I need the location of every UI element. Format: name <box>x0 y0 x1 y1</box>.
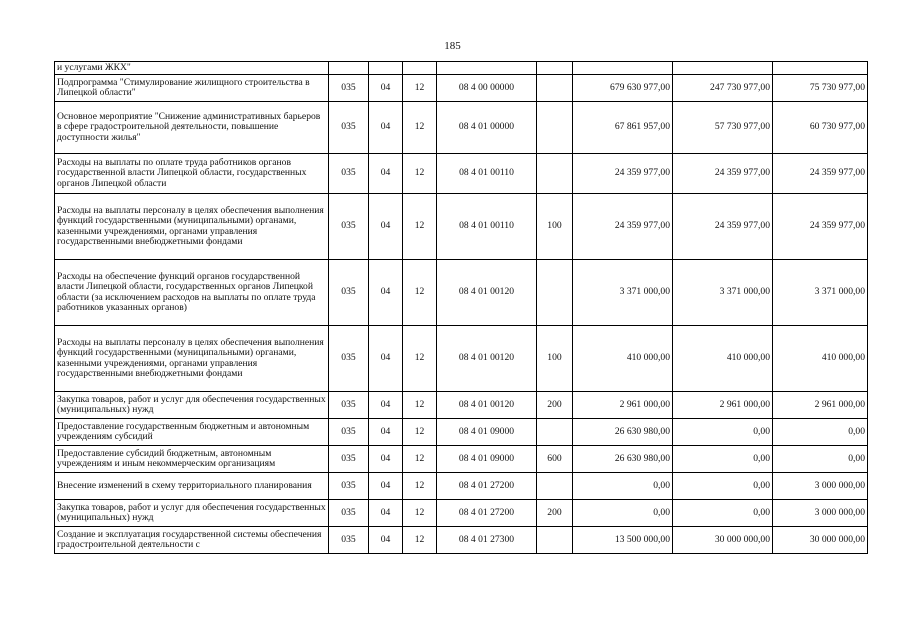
amount-year2-cell: 0,00 <box>673 446 773 473</box>
table-row <box>55 326 868 392</box>
subsection-cell <box>403 62 437 75</box>
expense-type-cell <box>537 419 573 446</box>
amount-year2-cell: 247 730 977,00 <box>673 75 773 102</box>
ministry-code-cell: 035 <box>329 419 369 446</box>
subsection-cell: 12 <box>403 446 437 473</box>
target-article-cell: 08 4 01 00000 <box>437 102 537 154</box>
amount-year2-cell: 410 000,00 <box>673 326 773 392</box>
budget-table <box>54 61 868 554</box>
amount-year1-cell: 2 961 000,00 <box>573 392 673 419</box>
table-row <box>55 75 868 102</box>
ministry-code-cell <box>329 62 369 75</box>
section-cell: 04 <box>369 154 403 194</box>
amount-year1-cell: 26 630 980,00 <box>573 419 673 446</box>
amount-year3-cell: 75 730 977,00 <box>773 75 868 102</box>
amount-year1-cell: 410 000,00 <box>573 326 673 392</box>
description-cell: Предоставление государственным бюджетным и автономным учреждениям субсидий <box>55 419 329 446</box>
target-article-cell: 08 4 01 00110 <box>437 154 537 194</box>
subsection-cell: 12 <box>403 500 437 527</box>
description-cell: и услугами ЖКХ" <box>55 62 329 75</box>
description-cell: Расходы на выплаты персоналу в целях обеспечения выполнения функций государственными (муниципальными) органами, казенными учреждениями, органами управления государственными внебюджетными фондами <box>55 326 329 392</box>
table-row <box>55 446 868 473</box>
target-article-cell: 08 4 01 00110 <box>437 194 537 260</box>
amount-year3-cell: 3 000 000,00 <box>773 500 868 527</box>
budget-table-body <box>55 62 868 554</box>
expense-type-cell: 100 <box>537 326 573 392</box>
ministry-code-cell: 035 <box>329 102 369 154</box>
expense-type-cell <box>537 75 573 102</box>
description-cell: Закупка товаров, работ и услуг для обеспечения государственных (муниципальных) нужд <box>55 500 329 527</box>
ministry-code-cell: 035 <box>329 473 369 500</box>
amount-year3-cell: 24 359 977,00 <box>773 154 868 194</box>
amount-year2-cell: 30 000 000,00 <box>673 527 773 554</box>
subsection-cell: 12 <box>403 527 437 554</box>
amount-year3-cell: 2 961 000,00 <box>773 392 868 419</box>
target-article-cell: 08 4 01 09000 <box>437 419 537 446</box>
amount-year1-cell <box>573 62 673 75</box>
target-article-cell: 08 4 00 00000 <box>437 75 537 102</box>
target-article-cell: 08 4 01 27200 <box>437 473 537 500</box>
subsection-cell: 12 <box>403 194 437 260</box>
amount-year2-cell: 2 961 000,00 <box>673 392 773 419</box>
amount-year3-cell: 0,00 <box>773 446 868 473</box>
ministry-code-cell: 035 <box>329 326 369 392</box>
section-cell: 04 <box>369 75 403 102</box>
expense-type-cell <box>537 62 573 75</box>
table-row <box>55 102 868 154</box>
ministry-code-cell: 035 <box>329 75 369 102</box>
target-article-cell: 08 4 01 00120 <box>437 260 537 326</box>
expense-type-cell: 200 <box>537 392 573 419</box>
subsection-cell: 12 <box>403 75 437 102</box>
amount-year2-cell: 3 371 000,00 <box>673 260 773 326</box>
section-cell: 04 <box>369 500 403 527</box>
page-number: 185 <box>444 40 461 52</box>
description-cell: Расходы на выплаты по оплате труда работников органов государственной власти Липецкой области, государственных органов Липецкой области <box>55 154 329 194</box>
amount-year3-cell: 24 359 977,00 <box>773 194 868 260</box>
amount-year1-cell: 24 359 977,00 <box>573 154 673 194</box>
table-row <box>55 62 868 75</box>
amount-year2-cell: 0,00 <box>673 419 773 446</box>
ministry-code-cell: 035 <box>329 527 369 554</box>
amount-year1-cell: 3 371 000,00 <box>573 260 673 326</box>
ministry-code-cell: 035 <box>329 194 369 260</box>
expense-type-cell <box>537 527 573 554</box>
section-cell: 04 <box>369 392 403 419</box>
amount-year1-cell: 0,00 <box>573 473 673 500</box>
expense-type-cell: 200 <box>537 500 573 527</box>
amount-year2-cell: 24 359 977,00 <box>673 154 773 194</box>
section-cell: 04 <box>369 419 403 446</box>
expense-type-cell <box>537 260 573 326</box>
amount-year1-cell: 13 500 000,00 <box>573 527 673 554</box>
description-cell: Расходы на выплаты персоналу в целях обеспечения выполнения функций государственными (муниципальными) органами, казенными учреждениями, органами управления государственными внебюджетными фондами <box>55 194 329 260</box>
amount-year1-cell: 679 630 977,00 <box>573 75 673 102</box>
ministry-code-cell: 035 <box>329 392 369 419</box>
amount-year1-cell: 0,00 <box>573 500 673 527</box>
section-cell: 04 <box>369 102 403 154</box>
ministry-code-cell: 035 <box>329 500 369 527</box>
table-row <box>55 260 868 326</box>
expense-type-cell <box>537 102 573 154</box>
description-cell: Подпрограмма "Стимулирование жилищного строительства в Липецкой области" <box>55 75 329 102</box>
amount-year3-cell: 3 371 000,00 <box>773 260 868 326</box>
ministry-code-cell: 035 <box>329 446 369 473</box>
description-cell: Закупка товаров, работ и услуг для обеспечения государственных (муниципальных) нужд <box>55 392 329 419</box>
ministry-code-cell: 035 <box>329 260 369 326</box>
amount-year1-cell: 26 630 980,00 <box>573 446 673 473</box>
section-cell <box>369 62 403 75</box>
expense-type-cell: 600 <box>537 446 573 473</box>
section-cell: 04 <box>369 473 403 500</box>
expense-type-cell <box>537 154 573 194</box>
table-row <box>55 419 868 446</box>
target-article-cell: 08 4 01 27300 <box>437 527 537 554</box>
subsection-cell: 12 <box>403 392 437 419</box>
subsection-cell: 12 <box>403 473 437 500</box>
amount-year3-cell: 30 000 000,00 <box>773 527 868 554</box>
section-cell: 04 <box>369 446 403 473</box>
section-cell: 04 <box>369 326 403 392</box>
description-cell: Внесение изменений в схему территориального планирования <box>55 473 329 500</box>
subsection-cell: 12 <box>403 326 437 392</box>
amount-year3-cell: 410 000,00 <box>773 326 868 392</box>
target-article-cell: 08 4 01 27200 <box>437 500 537 527</box>
target-article-cell: 08 4 01 09000 <box>437 446 537 473</box>
amount-year3-cell: 0,00 <box>773 419 868 446</box>
amount-year3-cell: 60 730 977,00 <box>773 102 868 154</box>
subsection-cell: 12 <box>403 102 437 154</box>
amount-year2-cell <box>673 62 773 75</box>
amount-year2-cell: 0,00 <box>673 473 773 500</box>
expense-type-cell: 100 <box>537 194 573 260</box>
description-cell: Создание и эксплуатация государственной системы обеспечения градостроительной деятельности с <box>55 527 329 554</box>
description-cell: Основное мероприятие "Снижение административных барьеров в сфере градостроительной деятельности, повышение доступности жилья" <box>55 102 329 154</box>
table-row <box>55 392 868 419</box>
table-row <box>55 527 868 554</box>
amount-year1-cell: 24 359 977,00 <box>573 194 673 260</box>
subsection-cell: 12 <box>403 154 437 194</box>
expense-type-cell <box>537 473 573 500</box>
subsection-cell: 12 <box>403 419 437 446</box>
ministry-code-cell: 035 <box>329 154 369 194</box>
table-row <box>55 194 868 260</box>
table-row <box>55 473 868 500</box>
table-row <box>55 154 868 194</box>
section-cell: 04 <box>369 194 403 260</box>
section-cell: 04 <box>369 527 403 554</box>
description-cell: Предоставление субсидий бюджетным, автономным учреждениям и иным некоммерческим организациям <box>55 446 329 473</box>
description-cell: Расходы на обеспечение функций органов государственной власти Липецкой области, государственных органов Липецкой области (за исключением расходов на выплаты по оплате труда работников указанных органов) <box>55 260 329 326</box>
amount-year2-cell: 0,00 <box>673 500 773 527</box>
subsection-cell: 12 <box>403 260 437 326</box>
amount-year1-cell: 67 861 957,00 <box>573 102 673 154</box>
amount-year3-cell: 3 000 000,00 <box>773 473 868 500</box>
amount-year2-cell: 57 730 977,00 <box>673 102 773 154</box>
target-article-cell: 08 4 01 00120 <box>437 326 537 392</box>
target-article-cell <box>437 62 537 75</box>
amount-year2-cell: 24 359 977,00 <box>673 194 773 260</box>
section-cell: 04 <box>369 260 403 326</box>
table-row <box>55 500 868 527</box>
target-article-cell: 08 4 01 00120 <box>437 392 537 419</box>
amount-year3-cell <box>773 62 868 75</box>
